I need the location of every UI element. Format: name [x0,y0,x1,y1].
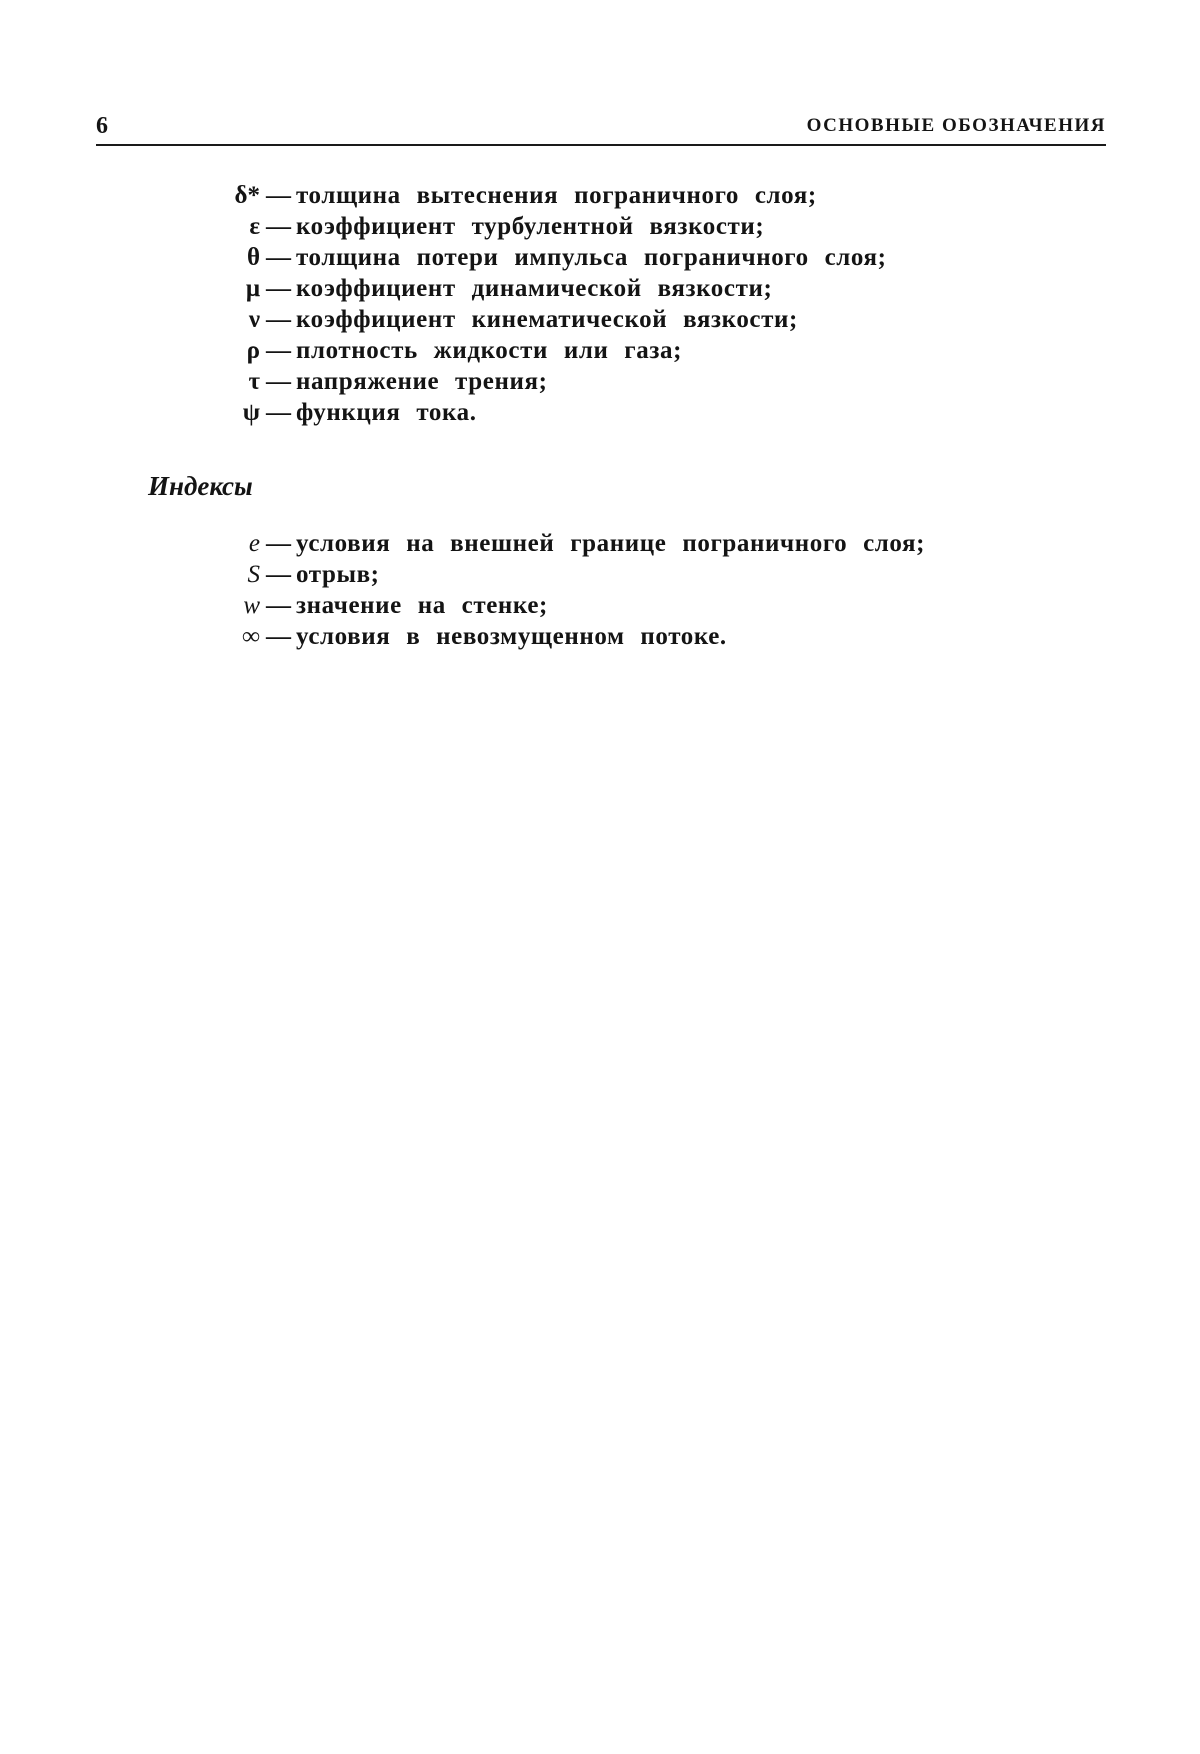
index-symbol: e [248,530,260,557]
notation-entry-epsilon [0,211,1200,242]
notation-symbol: μ [245,275,260,302]
notation-entry-nu [0,304,1200,335]
index-definition: отрыв; [296,561,380,588]
notation-dash: — [266,244,291,271]
index-entry-s [0,559,1200,590]
index-definition: условия на внешней границе пограничного слоя; [296,530,926,557]
indices-heading: Индексы [148,471,253,501]
notation-definition: плотность жидкости или газа; [296,337,683,364]
notation-symbol: τ [248,368,260,395]
index-definition: значение на стенке; [296,592,548,619]
notation-definition: толщина вытеснения пограничного слоя; [296,182,817,209]
notation-list [0,180,1200,428]
page-number: 6 [96,113,108,139]
notation-symbol: ρ [246,337,260,364]
index-dash: — [266,623,291,650]
index-dash: — [266,530,291,557]
notation-definition: коэффициент турбулентной вязкости; [296,213,765,240]
notation-entry-tau [0,366,1200,397]
indices-list [0,528,1200,652]
notation-symbol: ψ [242,399,260,426]
index-symbol: ∞ [242,623,260,650]
notation-dash: — [266,337,291,364]
notation-entry-rho [0,335,1200,366]
notation-entry-psi [0,397,1200,428]
notation-dash: — [266,368,291,395]
index-symbol: S [247,561,260,588]
notation-dash: — [266,275,291,302]
notation-symbol: θ [246,244,260,271]
notation-entry-mu [0,273,1200,304]
notation-dash: — [266,213,291,240]
notation-definition: напряжение трения; [296,368,548,395]
header-rule [96,144,1106,146]
index-entry-e [0,528,1200,559]
notation-dash: — [266,306,291,333]
notation-dash: — [266,399,291,426]
notation-symbol: δ* [234,182,260,209]
notation-definition: функция тока. [296,399,477,426]
index-dash: — [266,592,291,619]
running-head: ОСНОВНЫЕ ОБОЗНАЧЕНИЯ [806,115,1106,136]
notation-entry-delta-star [0,180,1200,211]
index-symbol: w [243,592,260,619]
notation-symbol: ν [248,306,260,333]
notation-definition: коэффициент кинематической вязкости; [296,306,798,333]
notation-symbol: ε [249,213,260,240]
notation-entry-theta [0,242,1200,273]
notation-definition: коэффициент динамической вязкости; [296,275,773,302]
index-entry-w [0,590,1200,621]
index-entry-infinity [0,621,1200,652]
notation-definition: толщина потери импульса пограничного слоя; [296,244,887,271]
index-definition: условия в невозмущенном потоке. [296,623,727,650]
index-dash: — [266,561,291,588]
notation-dash: — [266,182,291,209]
